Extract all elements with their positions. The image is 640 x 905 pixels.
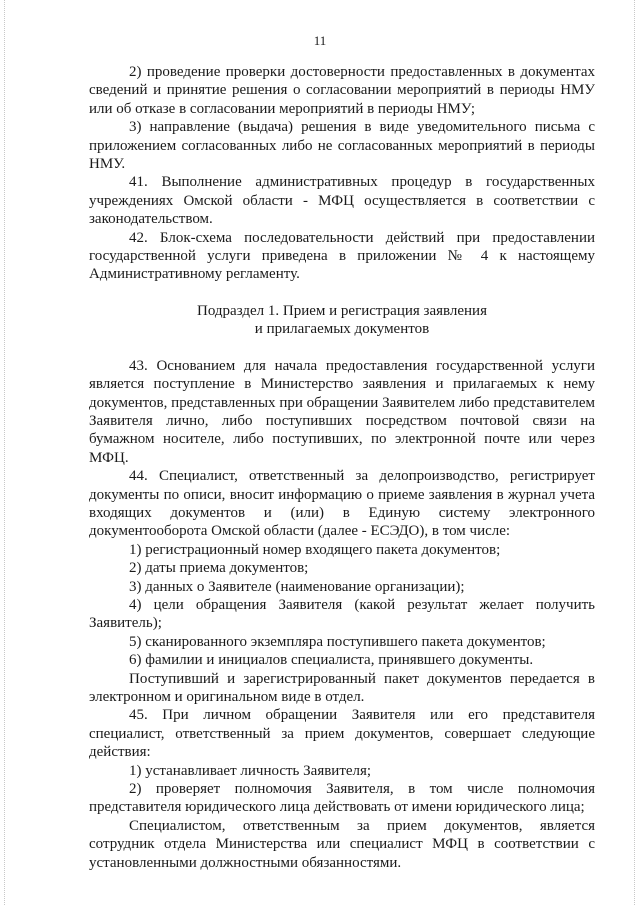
list-item: 4) цели обращения Заявителя (какой результат желает получить Заявитель); bbox=[89, 596, 595, 632]
scan-edge-right bbox=[634, 0, 636, 905]
list-item: 6) фамилии и инициалов специалиста, принявшего документы. bbox=[129, 652, 534, 669]
paragraph: 43. Основанием для начала предоставления государственной услуги является поступление в Министерство заявления и прилагаемых к нему документов, представленных при обращении Заявителем либо представителем Заявителя лично, либо поступивших посредством почтовой связи на бумажном носителе, либо поступивших, по электронной почте или через МФЦ. bbox=[89, 357, 595, 466]
section-heading-line: Подраздел 1. Прием и регистрация заявления bbox=[197, 302, 487, 319]
list-item: 1) регистрационный номер входящего пакета документов; bbox=[129, 541, 501, 558]
paragraph: 44. Специалист, ответственный за делопроизводство, регистрирует документы по описи, вносит информацию о приеме заявления в журнал учета входящих документов и (или) в Единую систему электронного документооборота Омской области (далее - ЕСЭДО), в том числе: bbox=[89, 468, 595, 540]
section-heading bbox=[89, 302, 595, 339]
list-item: 5) сканированного экземпляра поступившего пакета документов; bbox=[129, 633, 546, 650]
paragraph: 2) проведение проверки достоверности предоставленных в документах сведений и принятие решения о согласовании мероприятий в периоды НМУ или об отказе в согласовании мероприятий в периоды НМУ; bbox=[89, 64, 595, 117]
list-item: 3) данных о Заявителе (наименование организации); bbox=[129, 578, 465, 595]
page-number: 11 bbox=[313, 33, 327, 48]
list-item: 2) даты приема документов; bbox=[129, 560, 309, 577]
paragraph: Поступивший и зарегистрированный пакет документов передается в электронном и оригинальном виде в отдел. bbox=[89, 670, 595, 705]
paragraph: 45. При личном обращении Заявителя или его представителя специалист, ответственный за прием документов, совершает следующие действия: bbox=[89, 707, 595, 761]
document-body bbox=[89, 63, 595, 872]
section-heading-line: и прилагаемых документов bbox=[254, 321, 430, 338]
list-item: 1) устанавливает личность Заявителя; bbox=[129, 762, 372, 779]
paragraph: 41. Выполнение административных процедур в государственных учреждениях Омской области - МФЦ осуществляется в соответствии с законодательством. bbox=[89, 174, 595, 228]
scan-edge-left bbox=[4, 0, 6, 905]
paragraph: Специалистом, ответственным за прием документов, является сотрудник отдела Министерства или специалист МФЦ в соответствии с установленными должностными обязанностями. bbox=[89, 817, 595, 871]
paragraph: 42. Блок-схема последовательности действий при предоставлении государственной услуги приведена в приложении № 4 к настоящему Административному регламенту. bbox=[89, 229, 595, 283]
paragraph: 3) направление (выдача) решения в виде уведомительного письма с приложением согласованных либо не согласованных мероприятий в периоды НМУ. bbox=[89, 119, 595, 173]
list-item: 2) проверяет полномочия Заявителя, в том числе полномочия представителя юридического лица действовать от имени юридического лица; bbox=[89, 781, 595, 816]
